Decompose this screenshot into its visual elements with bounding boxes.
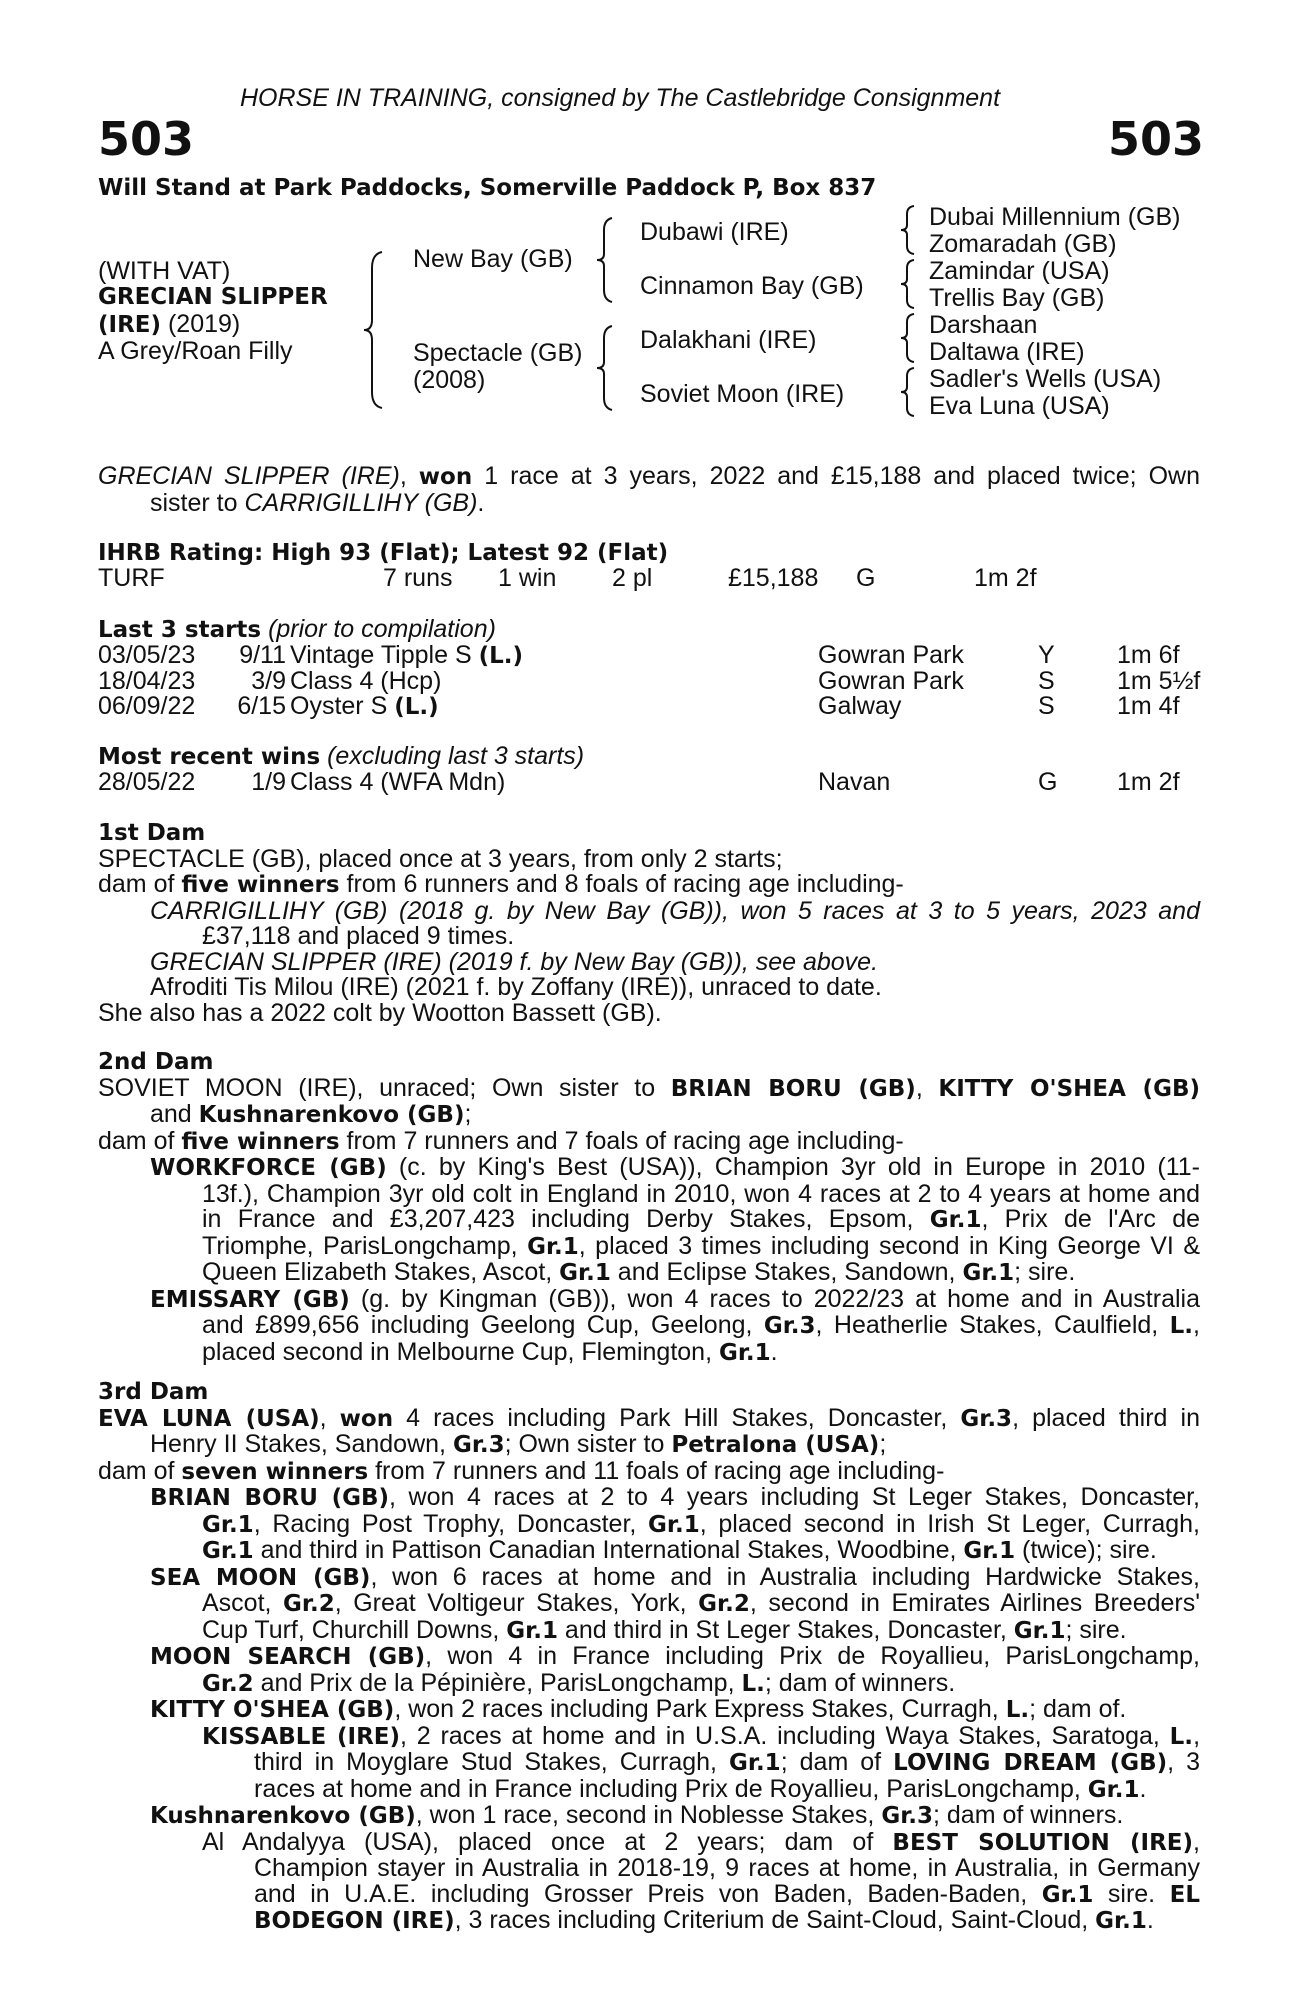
sd-w5b: and Eclipse Stakes, Sandown, <box>610 1258 963 1286</box>
td-l2d: ; <box>879 1430 887 1458</box>
pedigree-dsd: Daltawa (IRE) <box>929 338 1085 366</box>
last3-row-going: S <box>1038 666 1055 695</box>
td-ko1a: , won 2 races including Park Express Stakes, Curragh, <box>394 1695 1006 1723</box>
td-sea-moon: SEA MOON (GB) <box>150 1564 371 1591</box>
sd-w5c: ; sire. <box>1014 1258 1076 1286</box>
rating-wins: 1 win <box>498 564 557 592</box>
td-l2a: Henry II Stakes, Sandown, <box>150 1430 453 1458</box>
td-kissable: KISSABLE (IRE) <box>202 1723 401 1750</box>
summary-horse-name: GRECIAN SLIPPER (IRE) <box>98 462 400 490</box>
td-sm3b: and third in St Leger Stakes, Doncaster, <box>557 1615 1014 1644</box>
sd-gr3: Gr.3 <box>763 1313 816 1339</box>
sd-w4a: Triomphe, ParisLongchamp, <box>202 1231 528 1260</box>
first-dam-heading: 1st Dam <box>98 820 206 846</box>
first-dam-line-1: SPECTACLE (GB), placed once at 3 years, from only 2 starts; <box>98 844 783 873</box>
td-bb2a: , Racing Post Trophy, Doncaster, <box>253 1509 649 1538</box>
pedigree-dam: Spectacle (GB) <box>413 339 583 367</box>
lot-number-right: 503 <box>1107 112 1204 166</box>
sd-l2c: ; <box>464 1100 472 1128</box>
pedigree-dss: Darshaan <box>929 311 1038 339</box>
pedigree-sdd: Trellis Bay (GB) <box>929 284 1105 312</box>
td-bb2b: , placed second in Irish St Leger, Curragh, <box>699 1509 1200 1538</box>
td-listed-b: L. <box>1005 1697 1030 1723</box>
last3-row-race: Class 4 (Hcp) <box>290 666 442 695</box>
last3-row-pos: 3/9 <box>251 666 286 695</box>
pedigree-dam-sire: Dalakhani (IRE) <box>640 326 817 354</box>
summary-text-2: sister to <box>150 488 245 517</box>
sd-e3b: . <box>770 1337 778 1366</box>
td-aa1a: Al Andalyya (USA), placed once at 2 years; dam of <box>202 1827 893 1856</box>
td-l1c: 4 races including Park Hill Stakes, Doncaster, <box>393 1403 961 1432</box>
sd-gr1-c: Gr.1 <box>559 1260 611 1286</box>
td-loving-dream: LOVING DREAM (GB) <box>893 1750 1168 1776</box>
pedigree-brace-sire <box>594 216 618 304</box>
last3-row-course: Gowran Park <box>818 666 964 695</box>
td-sm2b: , Great Voltigeur Stakes, York, <box>334 1589 699 1617</box>
td-gr3-a: Gr.3 <box>960 1405 1013 1432</box>
last3-row-course: Galway <box>818 692 902 720</box>
sd-l1a: SOVIET MOON (IRE), unraced; Own sister to <box>98 1073 671 1102</box>
td-sm3a: Cup Turf, Churchill Downs, <box>202 1615 507 1644</box>
td-sm2a: Ascot, <box>202 1589 284 1617</box>
td-gr1-j: Gr.1 <box>1095 1908 1147 1934</box>
sd-workforce: WORKFORCE (GB) <box>150 1155 387 1181</box>
stand-line: Will Stand at Park Paddocks, Somerville Paddock P, Box 837 <box>98 175 877 201</box>
lot-number-left: 503 <box>98 112 195 166</box>
td-petralona: Petralona (USA) <box>671 1432 880 1458</box>
consignment-line: HORSE IN TRAINING, consigned by The Castlebridge Consignment <box>240 84 1001 112</box>
third-dam-section <box>98 1379 1200 1935</box>
td-listed-c: L. <box>1169 1723 1194 1750</box>
sd-e3a: placed second in Melbourne Cup, Flemington, <box>202 1337 719 1366</box>
first-dam-winners: five winners <box>181 872 340 898</box>
sd-e1a: (g. by Kingman (GB)), won 4 races to 2022/23 at home and in Australia <box>349 1284 1200 1313</box>
td-gr1-d: Gr.1 <box>963 1538 1016 1564</box>
sd-w2: 13f.), Champion 3yr old colt in England in 2010, won 4 races at 2 to 4 years at home and <box>202 1179 1200 1208</box>
td-ki1b: , <box>1193 1721 1201 1750</box>
pedigree-brace-dd <box>898 366 920 418</box>
td-gr1-e: Gr.1 <box>506 1617 558 1644</box>
horse-name: GRECIAN SLIPPER <box>98 284 328 310</box>
td-ku1a: , won 1 race, second in Noblesse Stakes, <box>415 1801 882 1829</box>
last3-row-dist: 1m 5½f <box>1117 666 1201 695</box>
recent-row-going: G <box>1038 768 1058 796</box>
rating-distance: 1m 2f <box>974 564 1037 592</box>
td-aa3a: and in U.A.E. including Grosser Preis von Baden, Baden-Baden, <box>254 1879 1042 1908</box>
td-moon-search: MOON SEARCH (GB) <box>150 1644 426 1670</box>
td-gr1-g: Gr.1 <box>729 1750 781 1776</box>
recent-row-pos: 1/9 <box>251 768 286 796</box>
pedigree-dam-year: (2008) <box>413 366 486 394</box>
td-ku1b: ; dam of winners. <box>933 1801 1124 1829</box>
last3-row-grade: (L.) <box>478 643 523 669</box>
pedigree-sire-dam: Cinnamon Bay (GB) <box>640 272 864 300</box>
recent-heading-line <box>98 744 584 771</box>
sd-l2a: and <box>150 1100 199 1128</box>
td-aa4a: , 3 races including Criterium de Saint-Cloud, Saint-Cloud, <box>454 1906 1096 1934</box>
sd-w4b: , placed 3 times including second in King George VI & <box>578 1231 1200 1260</box>
td-winners: seven winners <box>181 1458 369 1485</box>
horse-description: A Grey/Roan Filly <box>98 337 293 365</box>
sd-listed: L. <box>1169 1313 1194 1339</box>
td-gr1-c: Gr.1 <box>202 1538 254 1564</box>
last3-note: (prior to compilation) <box>261 615 496 643</box>
td-el: EL <box>1169 1881 1200 1908</box>
sd-gr1-b: Gr.1 <box>527 1233 579 1260</box>
pedigree-brace-sd <box>898 258 920 310</box>
first-dam-section <box>98 820 1200 1026</box>
rating-earnings: £15,188 <box>728 564 819 592</box>
td-ki2b: ; dam of <box>780 1748 894 1776</box>
td-ki3b: . <box>1139 1774 1147 1803</box>
td-l3c: from 7 runners and 11 foals of racing age including- <box>368 1456 945 1485</box>
td-gr1-b: Gr.1 <box>648 1511 700 1538</box>
last3-row-pos: 6/15 <box>237 692 286 720</box>
sd-kushnarenkovo: Kushnarenkovo (GB) <box>198 1102 465 1128</box>
td-kushnarenkovo: Kushnarenkovo (GB) <box>150 1803 416 1829</box>
sd-w3b: , Prix de l'Arc de <box>981 1205 1200 1233</box>
td-gr1-f: Gr.1 <box>1013 1617 1066 1644</box>
rating-surface: TURF <box>98 564 165 592</box>
td-kitty-oshea: KITTY O'SHEA (GB) <box>150 1697 395 1723</box>
pedigree-dam-dam: Soviet Moon (IRE) <box>640 380 845 408</box>
sd-l3c: from 7 runners and 7 foals of racing age including- <box>339 1126 904 1155</box>
last3-row-course: Gowran Park <box>818 641 964 669</box>
pedigree-sire-sire: Dubawi (IRE) <box>640 218 789 246</box>
pedigree-ssd: Zomaradah (GB) <box>929 230 1117 258</box>
sd-gr1-a: Gr.1 <box>929 1207 982 1233</box>
horse-year: (2019) <box>161 310 241 338</box>
sd-kitty-oshea: KITTY O'SHEA (GB) <box>938 1075 1200 1102</box>
sd-gr1-d: Gr.1 <box>962 1260 1015 1286</box>
last3-row-dist: 1m 4f <box>1117 692 1180 720</box>
td-won: won <box>339 1405 394 1432</box>
sd-winners: five winners <box>181 1128 340 1155</box>
horse-name-suffix <box>98 312 240 339</box>
td-ms2a: and Prix de la Pépinière, ParisLongchamp, <box>253 1668 742 1697</box>
pedigree-brace-ds <box>898 312 920 364</box>
third-dam-heading: 3rd Dam <box>98 1379 209 1405</box>
sd-l3a: dam of <box>98 1126 182 1155</box>
pedigree-brace-dam <box>594 324 618 412</box>
td-gr1-a: Gr.1 <box>202 1511 254 1538</box>
pedigree-sds: Zamindar (USA) <box>929 257 1110 285</box>
recent-row-race: Class 4 (WFA Mdn) <box>290 768 506 796</box>
td-bb3b: (twice); sire. <box>1015 1536 1157 1564</box>
summary-won: won <box>418 464 473 490</box>
second-dam-section <box>98 1049 1200 1366</box>
td-el-bodegon: BODEGON (IRE) <box>254 1908 455 1934</box>
td-sm1: , won 6 races at home and in Australia including Hardwicke Stakes, <box>370 1562 1201 1591</box>
td-ko1b: ; dam of. <box>1029 1695 1127 1723</box>
last3-row-going: Y <box>1038 641 1055 669</box>
rating-placed: 2 pl <box>612 564 653 592</box>
first-dam-l2a: dam of <box>98 870 182 898</box>
sd-e2b: , Heatherlie Stakes, Caulfield, <box>815 1311 1170 1339</box>
last3-row-going: S <box>1038 692 1055 720</box>
last3-heading-line <box>98 617 496 644</box>
td-gr3-c: Gr.3 <box>881 1803 933 1829</box>
td-gr2-c: Gr.2 <box>202 1670 254 1697</box>
summary-sister: CARRIGILLIHY (GB) <box>244 488 478 517</box>
recent-row-dist: 1m 2f <box>1117 768 1180 796</box>
last3-row-date: 03/05/23 <box>98 641 196 669</box>
last3-row-pos: 9/11 <box>239 641 286 669</box>
td-l1b: , <box>319 1403 340 1432</box>
first-dam-foal-1b: £37,118 and placed 9 times. <box>202 922 515 950</box>
recent-row-date: 28/05/22 <box>98 768 196 796</box>
sd-brian-boru: BRIAN BORU (GB) <box>670 1075 916 1102</box>
td-gr1-h: Gr.1 <box>1087 1776 1140 1803</box>
td-eva-luna: EVA LUNA (USA) <box>98 1405 320 1432</box>
recent-note: (excluding last 3 starts) <box>320 742 585 770</box>
td-gr2-b: Gr.2 <box>698 1591 750 1617</box>
td-gr2-a: Gr.2 <box>283 1591 335 1617</box>
first-dam-l2c: from 6 runners and 8 foals of racing age including- <box>339 870 904 898</box>
pedigree-brace-ss <box>898 204 920 256</box>
td-bb3a: and third in Pattison Canadian International Stakes, Woodbine, <box>253 1536 964 1564</box>
td-gr1-i: Gr.1 <box>1041 1881 1094 1908</box>
td-ki2c: , 3 <box>1167 1748 1201 1776</box>
td-gr3-b: Gr.3 <box>452 1432 505 1458</box>
td-bb1: , won 4 races at 2 to 4 years including St Leger Stakes, Doncaster, <box>389 1483 1201 1511</box>
td-ms1: , won 4 in France including Prix de Royallieu, ParisLongchamp, <box>425 1642 1200 1670</box>
last3-row-date: 06/09/22 <box>98 692 196 720</box>
rating-heading: IHRB Rating: High 93 (Flat); Latest 92 (Flat) <box>98 540 669 566</box>
last3-row-grade: (L.) <box>394 694 439 720</box>
td-ki1a: , 2 races at home and in U.S.A. including Waya Stakes, Saratoga, <box>400 1721 1170 1750</box>
first-dam-foal-1: CARRIGILLIHY (GB) (2018 g. by New Bay (GB)), won 5 races at 3 to 5 years, 2023 and <box>150 896 1200 925</box>
td-aa4b: . <box>1146 1906 1154 1934</box>
td-ms2b: ; dam of winners. <box>764 1668 956 1697</box>
pedigree-dds: Sadler's Wells (USA) <box>929 365 1162 393</box>
recent-heading: Most recent wins <box>98 744 321 770</box>
pedigree-brace-main <box>360 250 390 410</box>
td-l3a: dam of <box>98 1456 182 1485</box>
td-l1d: , placed third in <box>1012 1403 1200 1432</box>
td-ki2a: third in Moyglare Stud Stakes, Curragh, <box>254 1748 729 1776</box>
td-sm3c: ; sire. <box>1065 1615 1127 1644</box>
td-aa1b: , <box>1193 1827 1200 1856</box>
last3-heading: Last 3 starts <box>98 617 262 643</box>
td-ki3a: races at home and in France including Prix de Royallieu, ParisLongchamp, <box>254 1774 1088 1803</box>
pedigree-ddd: Eva Luna (USA) <box>929 392 1110 420</box>
summary-text-1: 1 race at 3 years, 2022 and £15,188 and placed twice; Own <box>472 462 1200 490</box>
td-sm2c: , second in Emirates Airlines Breeders' <box>749 1589 1201 1617</box>
first-dam-foal-3: Afroditi Tis Milou (IRE) (2021 f. by Zoffany (IRE)), unraced to date. <box>150 973 882 1001</box>
td-best-solution: BEST SOLUTION (IRE) <box>892 1829 1194 1856</box>
sd-w3a: in France and £3,207,423 including Derby Stakes, Epsom, <box>202 1205 930 1233</box>
recent-row-course: Navan <box>818 768 891 796</box>
pedigree-sss: Dubai Millennium (GB) <box>929 203 1181 231</box>
last3-row-dist: 1m 6f <box>1117 641 1180 669</box>
td-l2b: ; Own sister to <box>504 1430 672 1458</box>
pedigree-sire: New Bay (GB) <box>413 245 573 273</box>
td-aa2: Champion stayer in Australia in 2018-19, 9 races at home, in Australia, in Germany <box>254 1854 1200 1882</box>
horse-country: (IRE) <box>98 312 162 338</box>
last3-row-date: 18/04/23 <box>98 666 196 695</box>
last3-row-race: Vintage Tipple S (L.) <box>290 641 523 669</box>
race-summary: GRECIAN SLIPPER (IRE), won 1 race at 3 years, 2022 and £15,188 and placed twice; Own sister to CARRIGILLIHY (GB). <box>98 462 1200 517</box>
summary-text-3: . <box>477 488 485 517</box>
rating-runs: 7 runs <box>383 564 453 592</box>
last3-row-race: Oyster S (L.) <box>290 692 439 720</box>
first-dam-note: She also has a 2022 colt by Wootton Bassett (GB). <box>98 998 662 1027</box>
rating-going: G <box>856 564 876 592</box>
td-brian-boru: BRIAN BORU (GB) <box>150 1485 390 1511</box>
sd-w5a: Queen Elizabeth Stakes, Ascot, <box>202 1258 560 1286</box>
vat-note: (WITH VAT) <box>98 257 231 285</box>
sd-w1a: (c. by King's Best (USA)), Champion 3yr old in Europe in 2010 (11- <box>386 1153 1200 1181</box>
sd-gr1-e: Gr.1 <box>718 1339 771 1366</box>
second-dam-heading: 2nd Dam <box>98 1049 214 1075</box>
sd-e2c: , <box>1193 1311 1200 1339</box>
td-aa3b: sire. <box>1093 1879 1170 1908</box>
sd-l1c: , <box>915 1073 939 1102</box>
sd-emissary: EMISSARY (GB) <box>150 1286 350 1313</box>
td-listed-a: L. <box>741 1670 765 1697</box>
first-dam-foal-2: GRECIAN SLIPPER (IRE) (2019 f. by New Bay (GB)), see above. <box>150 947 879 976</box>
sd-e2a: and £899,656 including Geelong Cup, Geelong, <box>202 1311 764 1339</box>
